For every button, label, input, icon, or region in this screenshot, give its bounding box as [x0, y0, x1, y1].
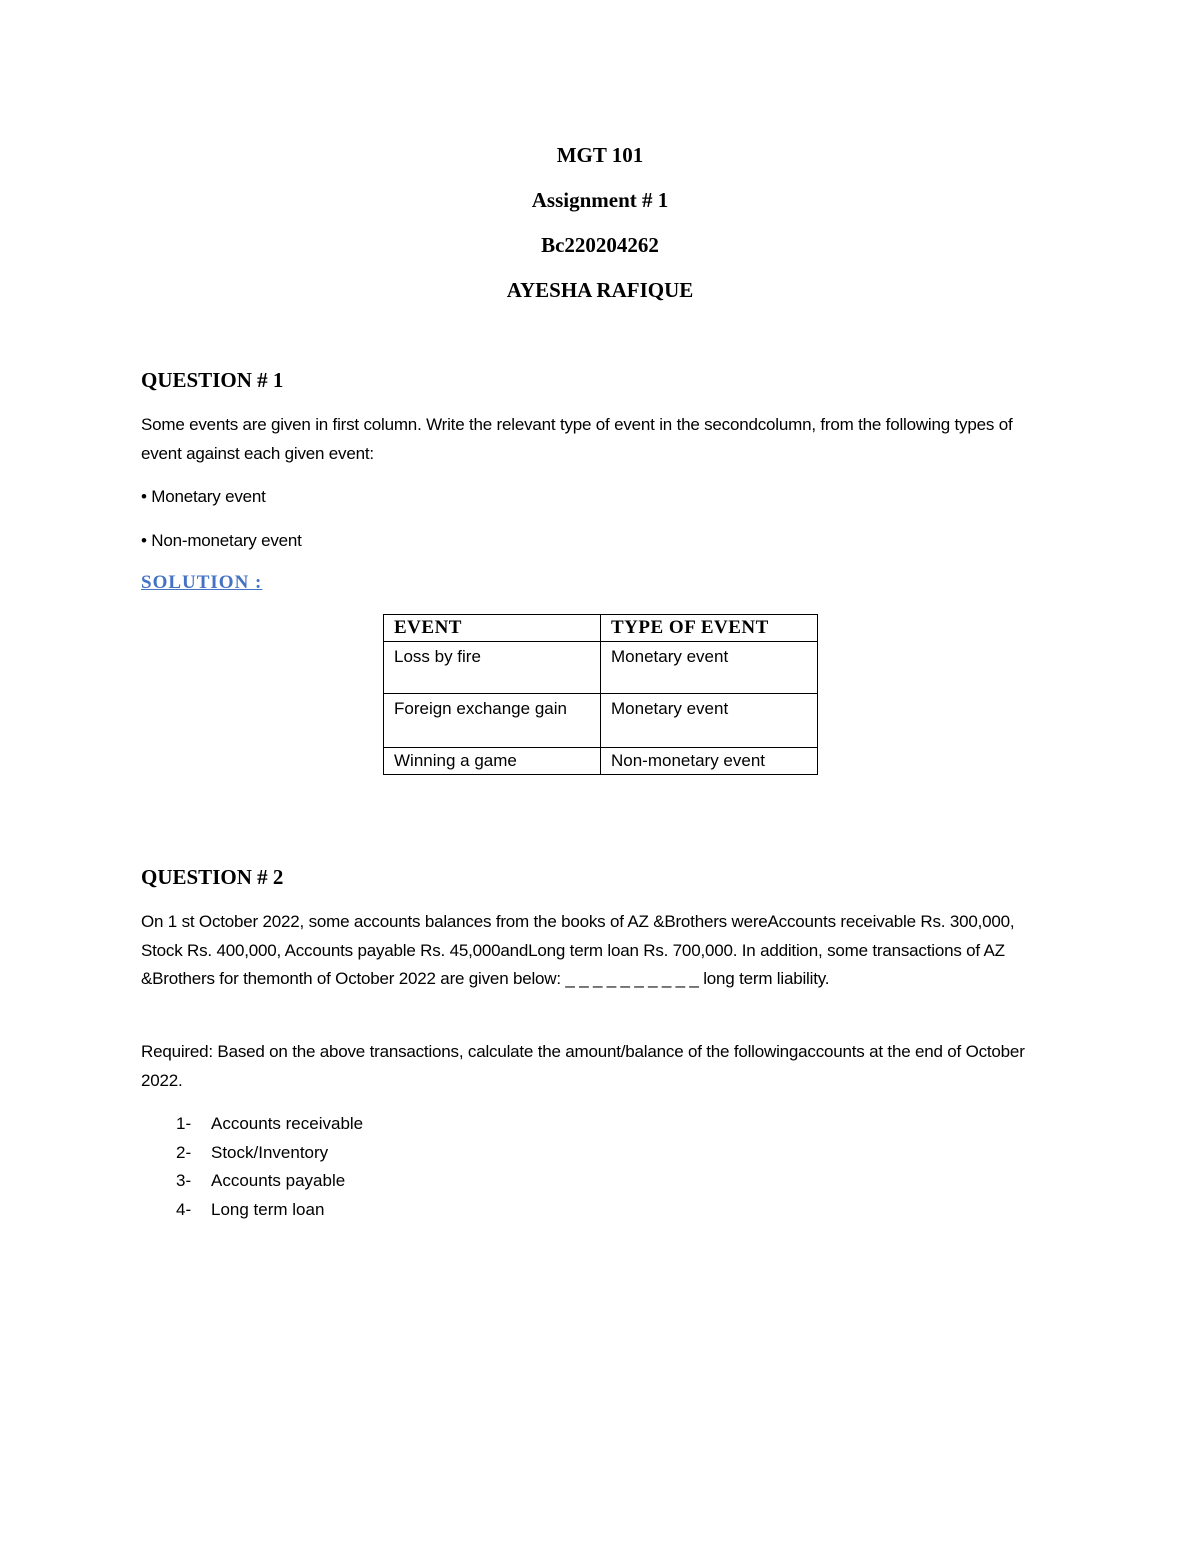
list-item — [176, 1110, 363, 1139]
table-row — [384, 642, 818, 694]
list-item — [176, 1139, 363, 1168]
bullet-text: Monetary event — [151, 487, 266, 506]
assignment-title: Assignment # 1 — [531, 188, 669, 212]
item-number: 4- — [176, 1199, 192, 1219]
table-cell: Non-monetary event — [601, 748, 818, 775]
bullet-item: • Monetary event — [141, 487, 266, 506]
student-name: AYESHA RAFIQUE — [506, 278, 694, 302]
solution-label: SOLUTION : — [141, 572, 263, 593]
item-text: Accounts payable — [211, 1171, 346, 1190]
table-row — [384, 694, 818, 748]
list-item — [176, 1196, 363, 1225]
item-text: Accounts receivable — [211, 1114, 364, 1133]
table-cell: Loss by fire — [384, 642, 601, 694]
course-title: MGT 101 — [556, 143, 644, 167]
item-number: 1- — [176, 1114, 192, 1133]
item-text: Long term loan — [211, 1199, 325, 1219]
item-text: Stock/Inventory — [211, 1142, 329, 1162]
question-2-text: On 1 st October 2022, some accounts balances from the books of AZ &Brothers wereAccounts receivable Rs. 300,000, Stock Rs. 400,000, Accounts payable Rs. 45,000andLong term loan Rs. 700,000. In addition, some transactions of AZ &Brothers for themonth of October 2022 are given below: _ _ _ _ _ _ _ _ _ _ long term liability. — [141, 912, 1015, 988]
event-table — [383, 614, 818, 775]
table-header-row — [384, 615, 818, 642]
column-header: EVENT — [384, 615, 601, 642]
column-header: TYPE OF EVENT — [601, 615, 818, 642]
question-2-heading: QUESTION # 2 — [141, 865, 284, 889]
item-number: 3- — [176, 1171, 192, 1190]
item-number: 2- — [176, 1142, 192, 1162]
table-cell: Monetary event — [601, 694, 818, 748]
table-row — [384, 748, 818, 775]
question-1-text: Some events are given in first column. Write the relevant type of event in the secondcolumn, from the following types of event against each given event: — [141, 415, 1013, 463]
bullet-item: • Non-monetary event — [141, 531, 302, 550]
table-cell: Foreign exchange gain — [384, 694, 601, 748]
table-cell: Winning a game — [384, 748, 601, 775]
table-cell: Monetary event — [601, 642, 818, 694]
question-1-heading: QUESTION # 1 — [141, 368, 284, 392]
student-id: Bc220204262 — [541, 233, 659, 257]
bullet-text: Non-monetary event — [151, 531, 302, 550]
required-text: Required: Based on the above transactions, calculate the amount/balance of the followingaccounts at the end of October 2022. — [141, 1042, 1025, 1090]
required-list — [176, 1110, 363, 1224]
list-item — [176, 1167, 363, 1196]
